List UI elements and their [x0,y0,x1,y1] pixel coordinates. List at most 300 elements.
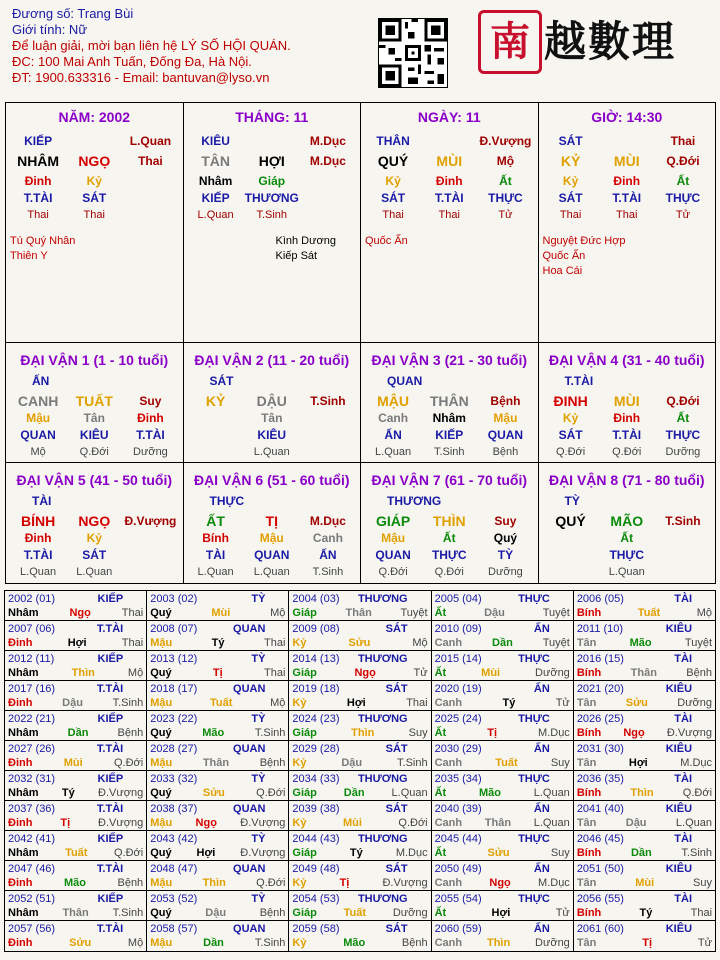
dai-van-gods [10,547,179,564]
dai-van-hidden [188,410,357,427]
pillar-hidden-item: Kỷ [385,174,401,188]
year-line-2 [8,816,143,830]
dai-van-hidden [365,410,534,427]
year-state: M.Dục [680,757,713,769]
year-line-2 [150,786,285,800]
year-label: 2060 (59) [434,923,482,935]
year-god: SÁT [385,923,408,935]
pillar-note: Hoa Cái [542,265,583,277]
year-chi: Mùi [63,757,83,769]
dai-van-title: ĐẠI VẬN 2 (11 - 20 tuổi) [194,352,350,368]
year-cell [289,741,431,770]
year-label: 2048 (47) [150,863,198,875]
dai-van-gods [188,547,357,564]
year-line-2 [435,816,570,830]
year-god: TÀI [674,713,693,725]
pillar-canchi-item: M.Dục [309,154,346,168]
year-chi: Tuất [343,907,367,919]
year-label: 2002 (01) [8,593,56,605]
year-can: Giáp [292,607,317,619]
pillar-hidden [188,173,357,190]
year-cell [289,591,431,620]
year-state: Q.Đới [256,877,286,889]
year-cell [5,891,147,920]
year-state: Dưỡng [677,697,713,709]
year-state: T.Sinh [254,937,286,949]
dai-van-states-item: Q.Đới [555,446,586,458]
year-label: 2045 (44) [434,833,482,845]
year-label: 2051 (50) [576,863,624,875]
year-line-1 [150,742,285,756]
year-label: 2049 (48) [292,863,340,875]
dai-van-states-item: Mộ [30,446,46,458]
dai-van-canchi [10,393,179,410]
year-god: T.TÀI [96,683,124,695]
year-chi: Tý [61,787,75,799]
pillar-canchi-item: Q.Đới [666,154,700,168]
phone-email-line: ĐT: 1900.633316 - Email: bantuvan@lyso.vn [12,70,270,85]
year-line-2 [292,846,427,860]
year-chi: Tị [487,727,498,739]
dai-van-canchi-item: DẬU [256,393,287,409]
year-line-1 [150,682,285,696]
year-can: Bính [576,787,602,799]
year-can: Đinh [8,937,33,949]
year-can: Đinh [8,877,33,889]
year-label: 2058 (57) [150,923,198,935]
year-can: Đinh [8,817,33,829]
year-chi: Mùi [481,667,501,679]
year-chi: Tị [212,667,223,679]
year-state: Thai [690,907,713,919]
year-chi: Dậu [205,907,227,919]
year-can: Quý [150,727,172,739]
dai-van-canchi [365,513,534,530]
year-label: 2014 (13) [292,653,340,665]
pillar-hidden-item: Ất [499,174,512,188]
year-line-1 [292,772,427,786]
dai-van-hidden [188,530,357,547]
year-line-2 [292,876,427,890]
dai-van-hidden-item: Đinh [24,531,52,545]
year-god: TÀI [674,653,693,665]
year-god: THỰC [518,893,550,905]
pillar-hidden-item: Đinh [613,174,641,188]
dai-van-title: ĐẠI VẬN 7 (61 - 70 tuổi) [371,472,528,488]
year-label: 2056 (55) [576,893,624,905]
year-chi: Tuất [495,757,518,769]
year-label: 2032 (31) [8,773,56,785]
year-god: KIÊU [665,803,693,815]
dai-van-states-item: L.Quan [375,446,412,458]
year-line-1 [8,832,143,846]
year-label: 2021 (20) [576,683,624,695]
year-state: T.Sinh [112,697,144,709]
dai-van-hidden-item: Đinh [613,411,641,425]
year-chi: Mão [629,637,652,649]
year-state: Dưỡng [535,937,570,949]
year-chi: Ngọ [69,607,91,619]
pillar-hidden [10,173,179,190]
year-line-1 [435,862,570,876]
year-state: Thai [263,637,286,649]
dai-van-hidden-item: Đinh [137,411,164,425]
dai-van-canchi-item: THÌN [432,513,466,529]
year-line-2 [435,696,570,710]
dai-van-gods-item [655,547,711,564]
year-line-1 [150,892,285,906]
year-cell [289,681,431,710]
year-line-1 [435,622,570,636]
year-god: TÀI [674,893,693,905]
year-chi: Tý [639,907,653,919]
year-label: 2053 (52) [150,893,198,905]
year-can: Bính [576,847,602,859]
year-cell [147,771,289,800]
year-label: 2030 (29) [434,743,482,755]
dai-van-states [188,444,357,461]
year-line-1 [577,892,712,906]
dai-van-hidden-item: Tân [83,411,105,425]
year-cell [147,921,289,951]
year-cell [574,651,715,680]
year-god: KIẾP [97,833,124,845]
year-state: L.Quan [533,787,570,799]
year-label: 2026 (25) [576,713,624,725]
year-state: L.Quan [675,817,712,829]
year-line-2 [150,906,285,920]
year-line-2 [150,696,285,710]
dai-van-hidden-item: Mậu [259,531,284,545]
year-god: ẤN [533,683,550,695]
dai-van-god [365,493,534,510]
pillar-title: THÁNG: 11 [235,109,309,125]
year-can: Nhâm [8,787,39,799]
year-line-2 [292,786,427,800]
dai-van-states-item: Dưỡng [133,446,168,458]
year-god: THỰC [518,833,550,845]
pillar-canchi [188,153,357,170]
year-state: Đ.Vượng [98,817,144,829]
dai-van-states-item: L.Quan [20,566,57,578]
pillar-notes [365,234,534,249]
pillar-note: Nguyệt Đức Hợp [542,235,626,247]
year-chi: Ngọ [489,877,511,889]
pillar-canchi-item: QUÝ [377,153,409,169]
dai-van-states [543,564,712,581]
year-line-2 [577,696,712,710]
pillar-hidden-item [122,173,178,190]
year-row [5,801,715,831]
year-god: QUAN [233,743,266,755]
pillar-note: Quốc Ấn [365,235,408,247]
year-line-2 [435,756,570,770]
year-cell [432,741,574,770]
year-chi: Tuất [637,607,661,619]
year-line-2 [577,786,712,800]
year-state: Dưỡng [535,667,570,679]
year-line-1 [577,862,712,876]
year-line-1 [8,682,143,696]
year-line-2 [8,636,143,650]
year-row [5,891,715,921]
pillar-canchi-item: HỢI [258,153,285,169]
pillar-gods-item: T.TÀI [434,191,464,205]
year-god: THỰC [518,653,550,665]
year-state: T.Sinh [112,907,144,919]
pillar-canchi [365,153,534,170]
dai-van-god-label: ẤN [32,374,50,388]
pillar-gods-item [300,190,356,207]
year-line-1 [8,892,143,906]
dai-van-hidden-item: Ất [442,531,456,545]
year-line-2 [435,666,570,680]
year-can: Nhâm [8,907,39,919]
year-label: 2022 (21) [8,713,56,725]
year-cell [432,921,574,951]
year-cell [289,711,431,740]
year-label: 2036 (35) [576,773,624,785]
year-state: Đ.Vượng [666,727,712,739]
year-god: KIẾP [97,773,124,785]
year-god: THƯƠNG [357,773,408,785]
year-can: Nhâm [8,847,39,859]
pillar-gods-item: SÁT [381,191,406,205]
year-cell [289,771,431,800]
year-can: Canh [434,937,463,949]
year-line-1 [150,862,285,876]
year-label: 2027 (26) [8,743,56,755]
year-line-2 [435,636,570,650]
year-table [4,590,716,952]
year-god: ẤN [533,623,550,635]
dai-van-canchi-item: T.Sinh [665,514,701,528]
dai-van-canchi-item: T.Sinh [310,394,346,408]
year-can: Kỷ [292,757,307,769]
pillar-states-item: Thai [83,209,105,221]
dai-van-gods-item: TÀI [205,548,226,562]
pillar-hidden [543,173,712,190]
year-cell [5,771,147,800]
year-chi: Tị [642,937,653,949]
dai-van-canchi [365,393,534,410]
dai-van-canchi-item: Suy [139,394,162,408]
year-god: KIÊU [665,743,693,755]
year-line-1 [435,652,570,666]
year-row [5,831,715,861]
year-chi: Mão [478,787,501,799]
year-line-1 [577,622,712,636]
year-can: Ất [434,787,447,799]
year-label: 2033 (32) [150,773,198,785]
dai-van-god-label: QUAN [387,374,423,388]
year-line-2 [292,936,427,950]
year-line-1 [577,652,712,666]
brand-logo [478,10,710,76]
year-label: 2059 (58) [292,923,340,935]
year-can: Quý [150,847,172,859]
dai-van-hidden-item: Ất [676,411,690,425]
pillar-states-item [122,207,178,224]
dai-van-canchi-item: Q.Đới [666,394,700,408]
pillar-notes [543,234,712,279]
dai-van-gods-item [300,427,356,444]
year-cell [289,861,431,890]
pillar-canchi-item: MÙI [613,153,640,169]
year-line-1 [8,772,143,786]
dai-van-states-item: T.Sinh [433,446,465,458]
year-chi: Thân [484,817,512,829]
year-line-2 [577,816,712,830]
year-line-1 [577,922,712,936]
year-chi: Dậu [625,817,647,829]
dai-van-hidden [543,410,712,427]
year-chi: Thân [345,607,372,619]
year-label: 2046 (45) [576,833,624,845]
year-cell [574,801,715,830]
year-god: ẤN [533,743,550,755]
year-god: QUAN [233,863,266,875]
pillar-states-item: T.Sinh [256,209,288,221]
year-state: Thai [121,637,144,649]
year-line-2 [8,876,143,890]
year-line-2 [150,816,285,830]
year-line-2 [577,876,712,890]
dai-van-canchi-item: ĐINH [553,393,588,409]
year-chi: Dần [492,637,513,649]
year-god: SÁT [385,683,408,695]
year-can: Kỷ [292,697,307,709]
year-label: 2044 (43) [292,833,340,845]
year-row [5,741,715,771]
year-line-2 [8,906,143,920]
year-chi: Tuất [65,847,88,859]
year-state: T.Sinh [681,847,712,859]
year-line-2 [150,936,285,950]
pillar-canchi-item: Thai [138,154,163,168]
year-god: ẤN [533,863,550,875]
year-can: Kỷ [292,877,307,889]
year-chi: Mão [343,937,366,949]
year-row [5,591,715,621]
dai-van-canchi-item: QUÝ [555,513,586,529]
year-line-2 [577,906,712,920]
year-label: 2054 (53) [292,893,340,905]
year-line-1 [577,772,712,786]
year-can: Bính [576,607,602,619]
pillar-canchi-item: KỶ [560,153,581,169]
dai-van-hidden [10,410,179,427]
year-label: 2035 (34) [434,773,482,785]
dai-van-gods-item: QUAN [487,428,524,442]
dai-van-states-item [122,564,178,581]
dai-van-states-item: L.Quan [253,566,290,578]
year-line-2 [577,666,712,680]
year-god: ẤN [533,923,550,935]
pillar-ten-god-item: KIÊU [201,134,230,148]
year-chi: Ngọ [354,667,376,679]
year-chi: Mùi [342,817,362,829]
dai-van-states-item: L.Quan [253,446,290,458]
year-god: TÀI [674,833,693,845]
dai-van-hidden-item [122,530,178,547]
year-state: Q.Đới [113,847,144,859]
year-line-2 [8,666,143,680]
year-can: Ất [434,667,447,679]
year-chi: Dần [67,727,89,739]
year-god: THƯƠNG [357,713,408,725]
year-can: Tân [576,937,597,949]
dai-van-god [10,493,179,510]
year-line-2 [150,666,285,680]
year-state: Tử [697,937,712,949]
year-god: T.TÀI [96,863,124,875]
dai-van-7 [361,463,539,583]
year-god: SÁT [385,743,408,755]
dai-van-states-item [188,444,244,461]
year-line-1 [150,592,285,606]
year-cell [432,771,574,800]
year-can: Đinh [8,637,33,649]
year-can: Tân [576,697,597,709]
dai-van-gods-item: QUAN [20,428,56,442]
year-line-2 [8,606,143,620]
pillar-hidden-item: Kỷ [86,174,102,188]
dai-van-gods-item: THỰC [665,428,701,442]
pillar-states-item [300,207,356,224]
year-can: Mậu [150,877,173,889]
dai-van-title: ĐẠI VẬN 1 (1 - 10 tuổi) [20,352,169,368]
pillar-title: NĂM: 2002 [58,109,131,125]
year-label: 2039 (38) [292,803,340,815]
pillar-ten-god-item: THÂN [376,134,410,148]
year-row [5,651,715,681]
year-label: 2052 (51) [8,893,56,905]
year-line-1 [8,802,143,816]
year-can: Kỷ [292,937,307,949]
year-chi: Thìn [486,937,511,949]
pillar-hidden-item: Kỷ [562,174,579,188]
pillar-states [188,207,357,224]
pillar-gods-item: KIẾP [201,191,230,205]
year-chi: Sửu [202,787,225,799]
year-chi: Tý [211,637,225,649]
year-cell [432,711,574,740]
dai-van-gods [365,427,534,444]
year-line-2 [435,606,570,620]
year-line-2 [8,786,143,800]
year-state: Mộ [127,937,144,949]
dai-van-canchi-item: MÙI [613,393,640,409]
year-line-2 [292,636,427,650]
dai-van-gods-item [188,427,244,444]
year-cell [574,891,715,920]
pillar-hidden-item: Giáp [258,174,286,188]
year-state: Q.Đới [398,817,428,829]
year-god: T.TÀI [96,743,124,755]
dai-van-hidden-item [188,410,244,427]
pillar-canchi-item: NGỌ [78,153,111,169]
year-cell [574,771,715,800]
year-cell [432,891,574,920]
year-label: 2009 (08) [292,623,340,635]
dai-van-row-1 [6,343,715,463]
year-state: Q.Đới [256,787,286,799]
dai-van-gods-item [122,547,178,564]
year-god: THỰC [518,713,550,725]
year-line-1 [577,712,712,726]
year-row [5,711,715,741]
